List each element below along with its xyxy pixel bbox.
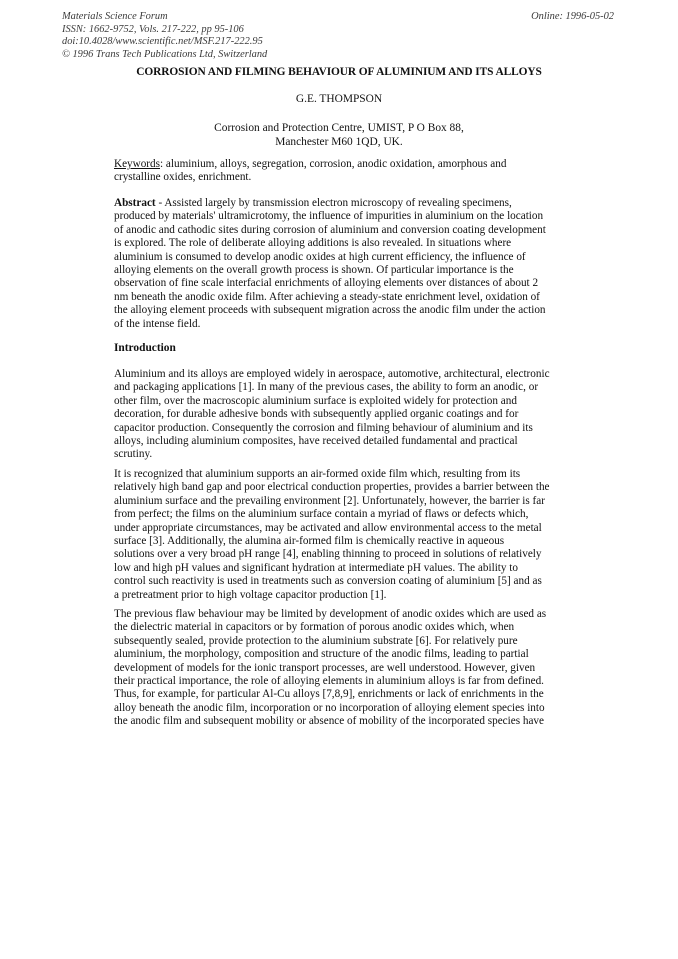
paper-author: G.E. THOMPSON bbox=[295, 93, 383, 105]
paragraph-line: subsequently sealed, provide protection to the aluminium substrate [6]. For relatively pure bbox=[114, 634, 518, 647]
affiliation-line: Corrosion and Protection Centre, UMIST, P O Box 88, bbox=[214, 122, 464, 134]
abstract-line: nm beneath the anodic oxide film. After achieving a steady-state enrichment level, oxidation of bbox=[114, 290, 540, 303]
paragraph-line: and packaging applications [1]. In many of the previous cases, the ability to form an anodic, or bbox=[114, 381, 539, 394]
paragraph-line: The previous flaw behaviour may be limited by development of anodic oxides which are used as bbox=[114, 608, 547, 620]
keywords-label: Keywords bbox=[114, 158, 160, 170]
paragraph-line: control such reactivity is used in treatments such as conversion coating of aluminium [5] and as bbox=[114, 575, 542, 588]
copyright-line: © 1996 Trans Tech Publications Ltd, Switzerland bbox=[62, 48, 268, 60]
abstract-section bbox=[114, 197, 564, 331]
paragraph-line: their practical importance, the role of alloying elements in aluminium alloys is far from defined. bbox=[114, 675, 544, 688]
paragraph-line: alloys, including aluminium composites, have received detailed fundamental and practical bbox=[114, 435, 518, 448]
paragraph-line: aluminium surface and the prevailing environment [2]. Unfortunately, however, the barrier is far bbox=[114, 494, 545, 507]
paragraph-line: the anodic film and subsequent mobility or absence of mobility of the incorporated species have bbox=[114, 715, 544, 728]
journal-name: Materials Science Forum bbox=[62, 11, 168, 22]
abstract-line: of anodic and cathodic sites during corrosion of aluminium and conversion coating development bbox=[114, 223, 546, 236]
abstract-line: of the intense field. bbox=[114, 317, 201, 330]
paragraph-line: capacitor production. Consequently the corrosion and filming behaviour of aluminium and its bbox=[114, 421, 533, 434]
abstract-line: alloying elements on the overall growth process is shown. Of particular importance is the bbox=[114, 264, 514, 277]
paragraph-line: decoration, for durable adhesive bonds with subsequently applied organic coatings and for bbox=[114, 408, 519, 421]
paragraph-line: a pretreatment prior to high voltage capacitor production [1]. bbox=[114, 588, 387, 601]
abstract-label: Abstract bbox=[114, 197, 156, 209]
paper-title: CORROSION AND FILMING BEHAVIOUR OF ALUMINIUM AND ITS ALLOYS bbox=[136, 66, 542, 78]
abstract-line: produced by materials' ultramicrotomy, the influence of impurities in aluminium on the location bbox=[114, 210, 544, 223]
paragraph-line: scrutiny. bbox=[114, 448, 153, 461]
abstract-line: observation of fine scale interfacial enrichments of alloying elements over distances of about 2 bbox=[114, 277, 539, 290]
keywords-section bbox=[114, 158, 564, 185]
paragraph-line: surface [3]. Additionally, the alumina air-formed film is chemically reactive in aqueous bbox=[114, 535, 505, 548]
intro-paragraph-3 bbox=[114, 608, 564, 729]
abstract-line: aluminium is consumed to develop anodic oxides at high current efficiency, the influence of bbox=[114, 250, 526, 263]
introduction-heading: Introduction bbox=[114, 342, 176, 354]
keywords-line: crystalline oxides, enrichment. bbox=[114, 171, 252, 184]
paragraph-line: relatively high band gap and poor electrical conduction properties, provides a barrier between the bbox=[114, 481, 550, 494]
affiliation-line: Manchester M60 1QD, UK. bbox=[275, 135, 403, 148]
publication-info bbox=[62, 11, 267, 61]
paragraph-line: Aluminium and its alloys are employed widely in aerospace, automotive, architectural, electronic bbox=[114, 368, 550, 380]
online-date: Online: 1996-05-02 bbox=[531, 11, 614, 22]
paragraph-line: aluminium, the morphology, composition and structure of the anodic films, leading to partial bbox=[114, 648, 529, 661]
intro-paragraph-2 bbox=[114, 468, 564, 602]
intro-paragraph-1 bbox=[114, 368, 564, 462]
paragraph-line: alloy beneath the anodic film, incorporation or no incorporation of alloying element species into bbox=[114, 701, 545, 714]
abstract-line: is explored. The role of deliberate alloying additions is also revealed. In situations where bbox=[114, 237, 512, 250]
abstract-line: Abstract - Assisted largely by transmission electron microscopy of revealing specimens, bbox=[114, 197, 512, 209]
paragraph-line: low and high pH values and significant hydration at intermediate pH values. The ability to bbox=[114, 561, 519, 574]
keywords-line: Keywords: aluminium, alloys, segregation, corrosion, anodic oxidation, amorphous and bbox=[114, 158, 507, 170]
paragraph-line: solutions over a very broad pH range [4], enabling thinning to proceed in solutions of relatively bbox=[114, 548, 542, 561]
paragraph-line: other film, over the macroscopic aluminium surface is exploited widely for protection and bbox=[114, 394, 517, 407]
paragraph-line: from perfect; the films on the aluminium surface contain a myriad of flaws or defects which, bbox=[114, 508, 529, 521]
paragraph-line: Thus, for example, for particular Al-Cu alloys [7,8,9], enrichments or lack of enrichments in the bbox=[114, 688, 544, 701]
issn-line: ISSN: 1662-9752, Vols. 217-222, pp 95-106 bbox=[62, 23, 244, 35]
paragraph-line: development of models for the ionic transport processes, are well understood. However, given bbox=[114, 661, 536, 674]
abstract-line: the alloying element proceeds with subsequent migration across the anodic film under the action bbox=[114, 304, 546, 317]
doi-line[interactable]: doi:10.4028/www.scientific.net/MSF.217-222.95 bbox=[62, 36, 263, 48]
paragraph-line: under appropriate circumstances, may be activated and allow environmental access to the metal bbox=[114, 521, 542, 534]
affiliation bbox=[0, 122, 678, 150]
paragraph-line: It is recognized that aluminium supports an air-formed oxide film which, resulting from its bbox=[114, 468, 521, 480]
paragraph-line: the dielectric material in capacitors or by formation of porous anodic oxides which, when bbox=[114, 621, 515, 634]
